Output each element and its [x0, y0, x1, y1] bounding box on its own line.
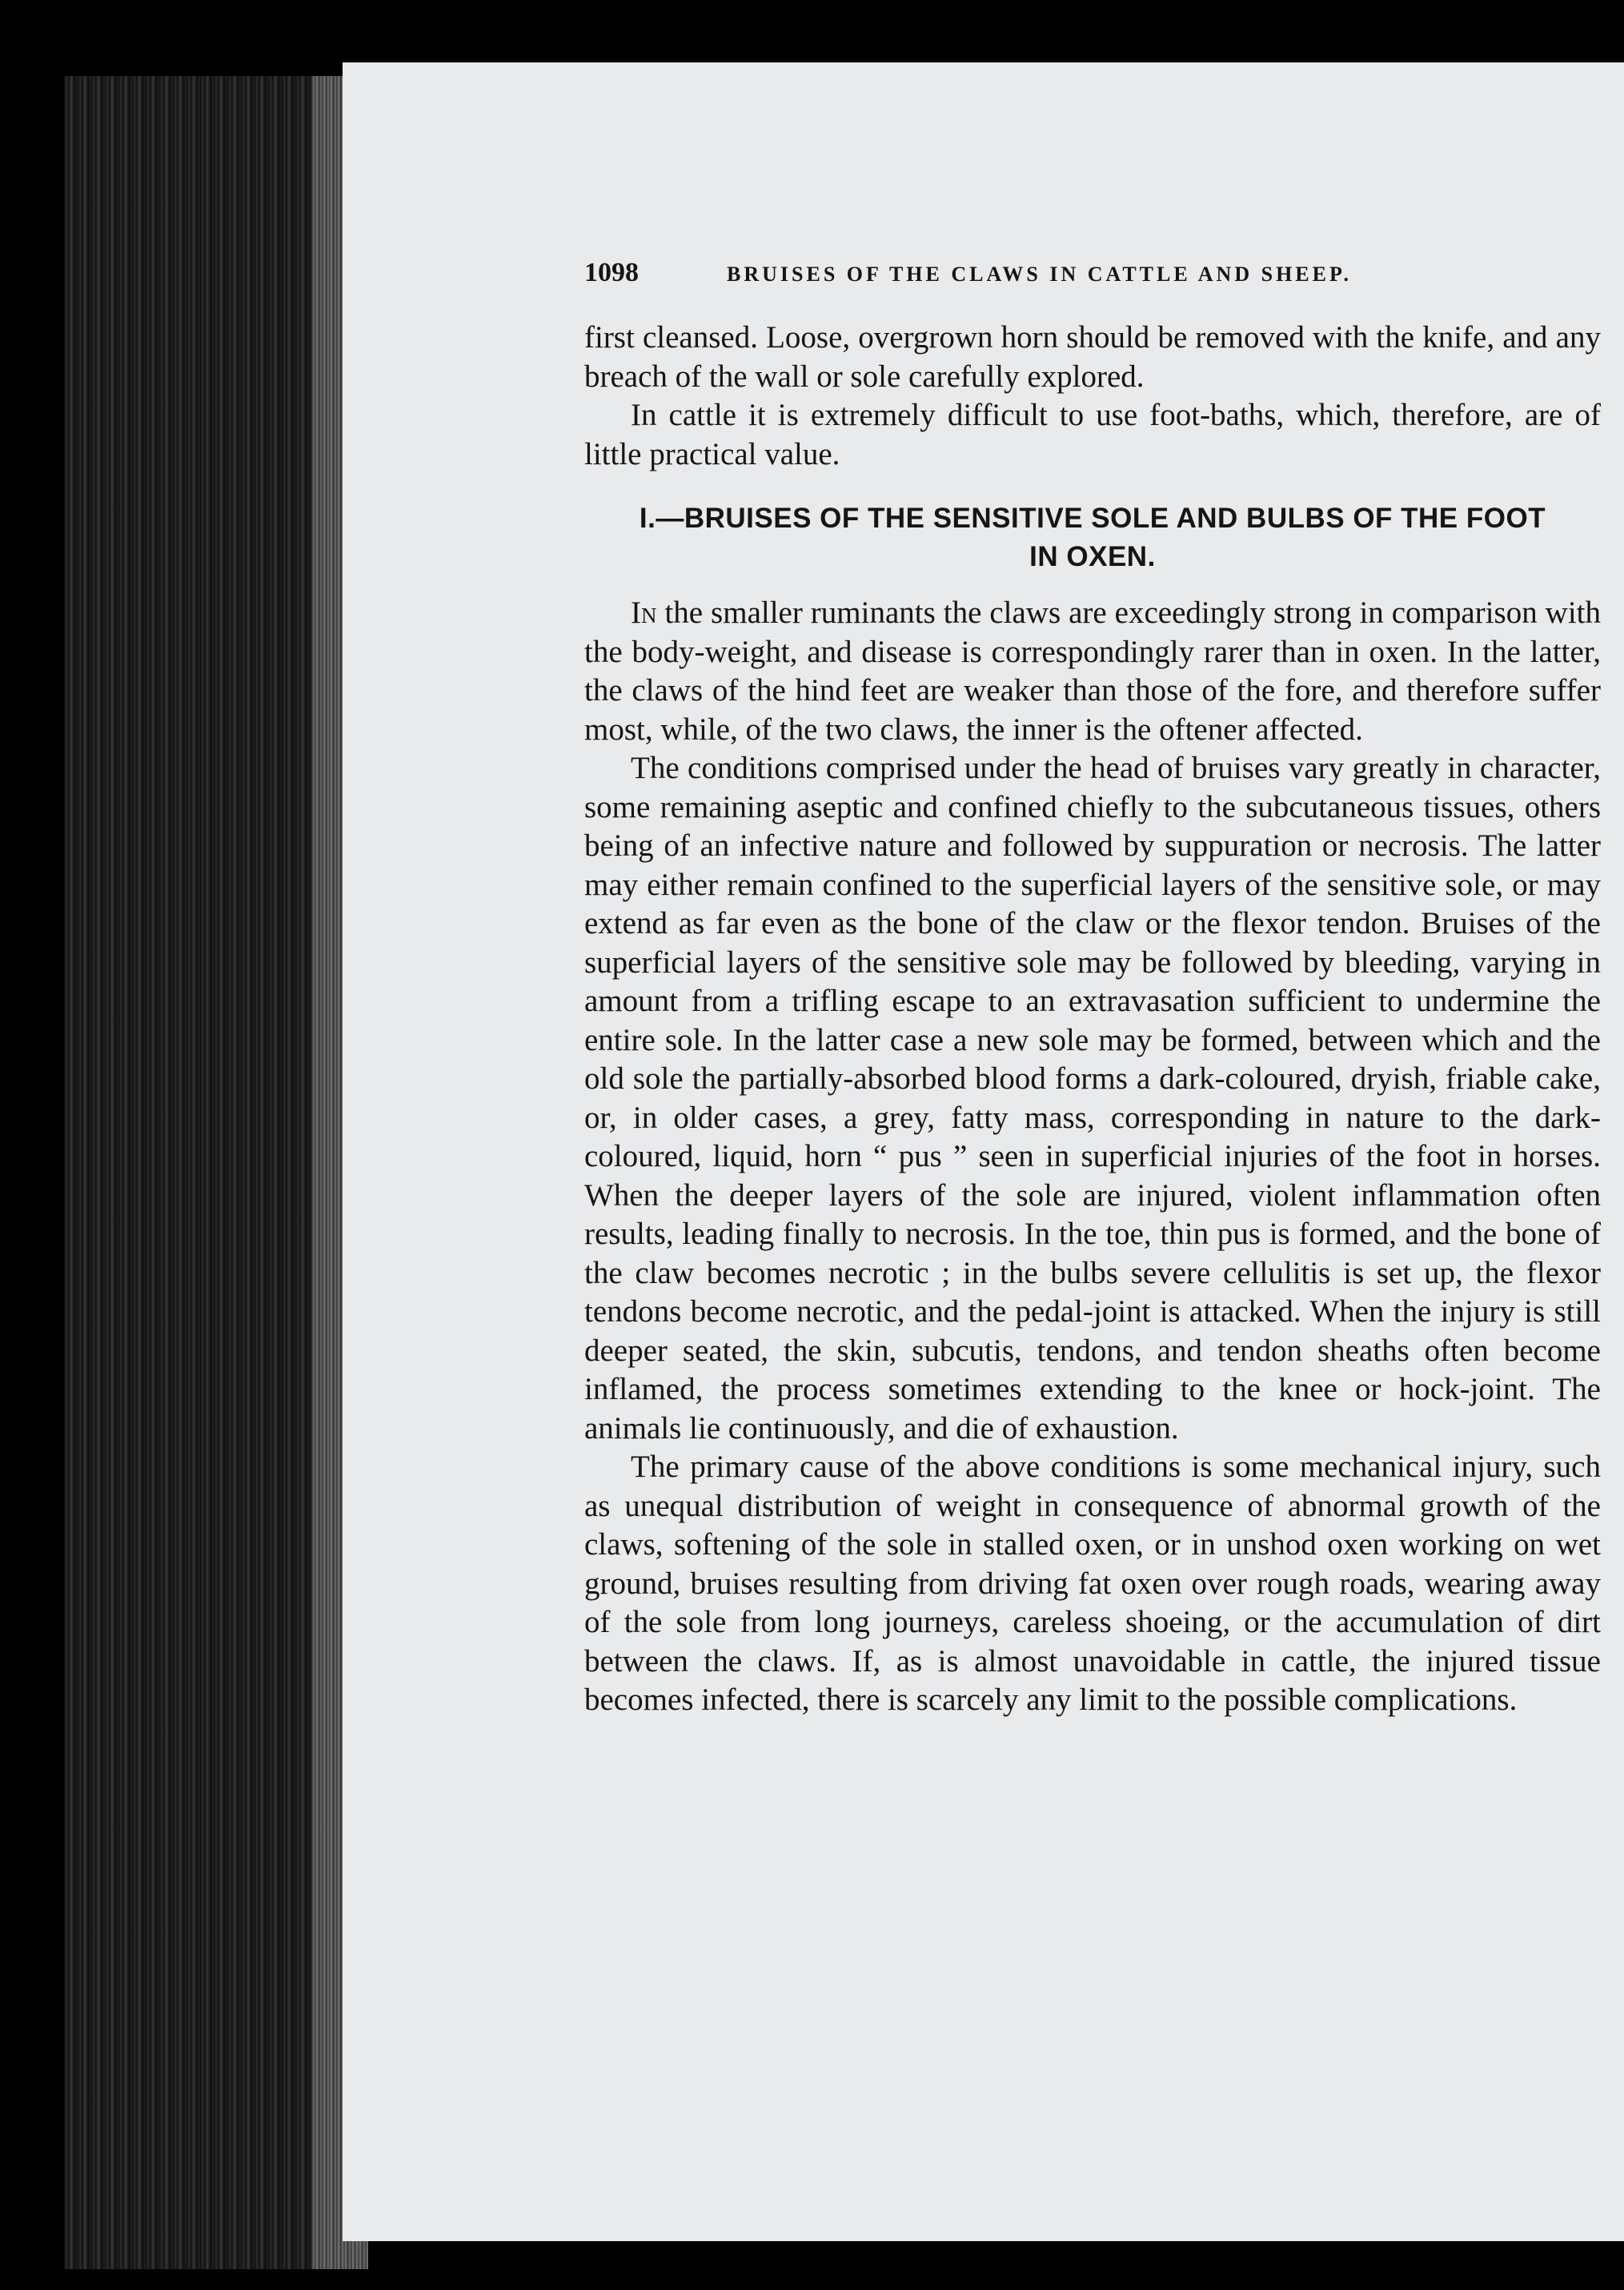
body-text	[584, 319, 1601, 1720]
paragraph-foot-baths: In cattle it is extremely difficult to use foot-baths, which, therefore, are of little practical value.	[584, 398, 1601, 471]
paragraph-primary-cause: The primary cause of the above conditions is some mechanical injury, such as unequal distribution of weight in consequence of abnormal growth of the claws, softening of the sole in stalled oxen, or in unshod oxen working on wet ground, bruises resulting from driving fat oxen over rough roads, wearing away of the sole from long journeys, careless shoeing, or the accumulation of dirt between the claws. If, as is almost unavoidable in cattle, the injured tissue becomes infected, there is scarcely any limit to the possible complications.	[584, 1450, 1601, 1717]
paragraph-continued: first cleansed. Loose, overgrown horn should be removed with the knife, and any breach of the wall or sole carefully explored.	[584, 320, 1601, 394]
section-heading-line-1: I.—BRUISES OF THE SENSITIVE SOLE AND BULBS OF THE FOOT	[639, 503, 1546, 534]
paragraph-ruminants-text: the smaller ruminants the claws are exceedingly strong in comparison with the body-weight, and disease is correspondingly rarer than in oxen. In the latter, the claws of the hind feet are weaker than those of the fore, and therefore suffer most, while, of the two claws, the inner is the oftener affected.	[584, 596, 1601, 747]
page-number: 1098	[584, 258, 639, 287]
paragraph-lead-word: In	[631, 596, 657, 630]
section-heading	[584, 499, 1601, 576]
book-page-edge	[64, 76, 368, 2269]
running-header	[584, 258, 1465, 290]
paragraph-ruminants	[584, 594, 1601, 749]
running-title: BRUISES OF THE CLAWS IN CATTLE AND SHEEP.	[727, 263, 1352, 286]
section-heading-line-2: IN OXEN.	[1029, 541, 1156, 572]
paragraph-conditions: The conditions comprised under the head of bruises vary greatly in character, some remaining aseptic and confined chiefly to the subcutaneous tissues, others being of an infective nature and followed by suppuration or necrosis. The latter may either remain confined to the superficial layers of the sensitive sole, or may extend as far even as the bone of the claw or the flexor tendon. Bruises of the superficial layers of the sensitive sole may be followed by bleeding, varying in amount from a trifling escape to an extravasation sufficient to undermine the entire sole. In the latter case a new sole may be formed, between which and the old sole the partially-absorbed blood forms a dark-coloured, dryish, friable cake, or, in older cases, a grey, fatty mass, corresponding in nature to the dark-coloured, liquid, horn “ pus ” seen in superficial injuries of the foot in horses. When the deeper layers of the sole are injured, violent inflammation often results, leading finally to necrosis. In the toe, thin pus is formed, and the bone of the claw becomes necrotic ; in the bulbs severe cellulitis is set up, the flexor tendons become necrotic, and the pedal-joint is attacked. When the injury is still deeper seated, the skin, subcutis, tendons, and tendon sheaths often become inflamed, the process sometimes extending to the knee or hock-joint. The animals lie continuously, and die of exhaustion.	[584, 751, 1601, 1446]
